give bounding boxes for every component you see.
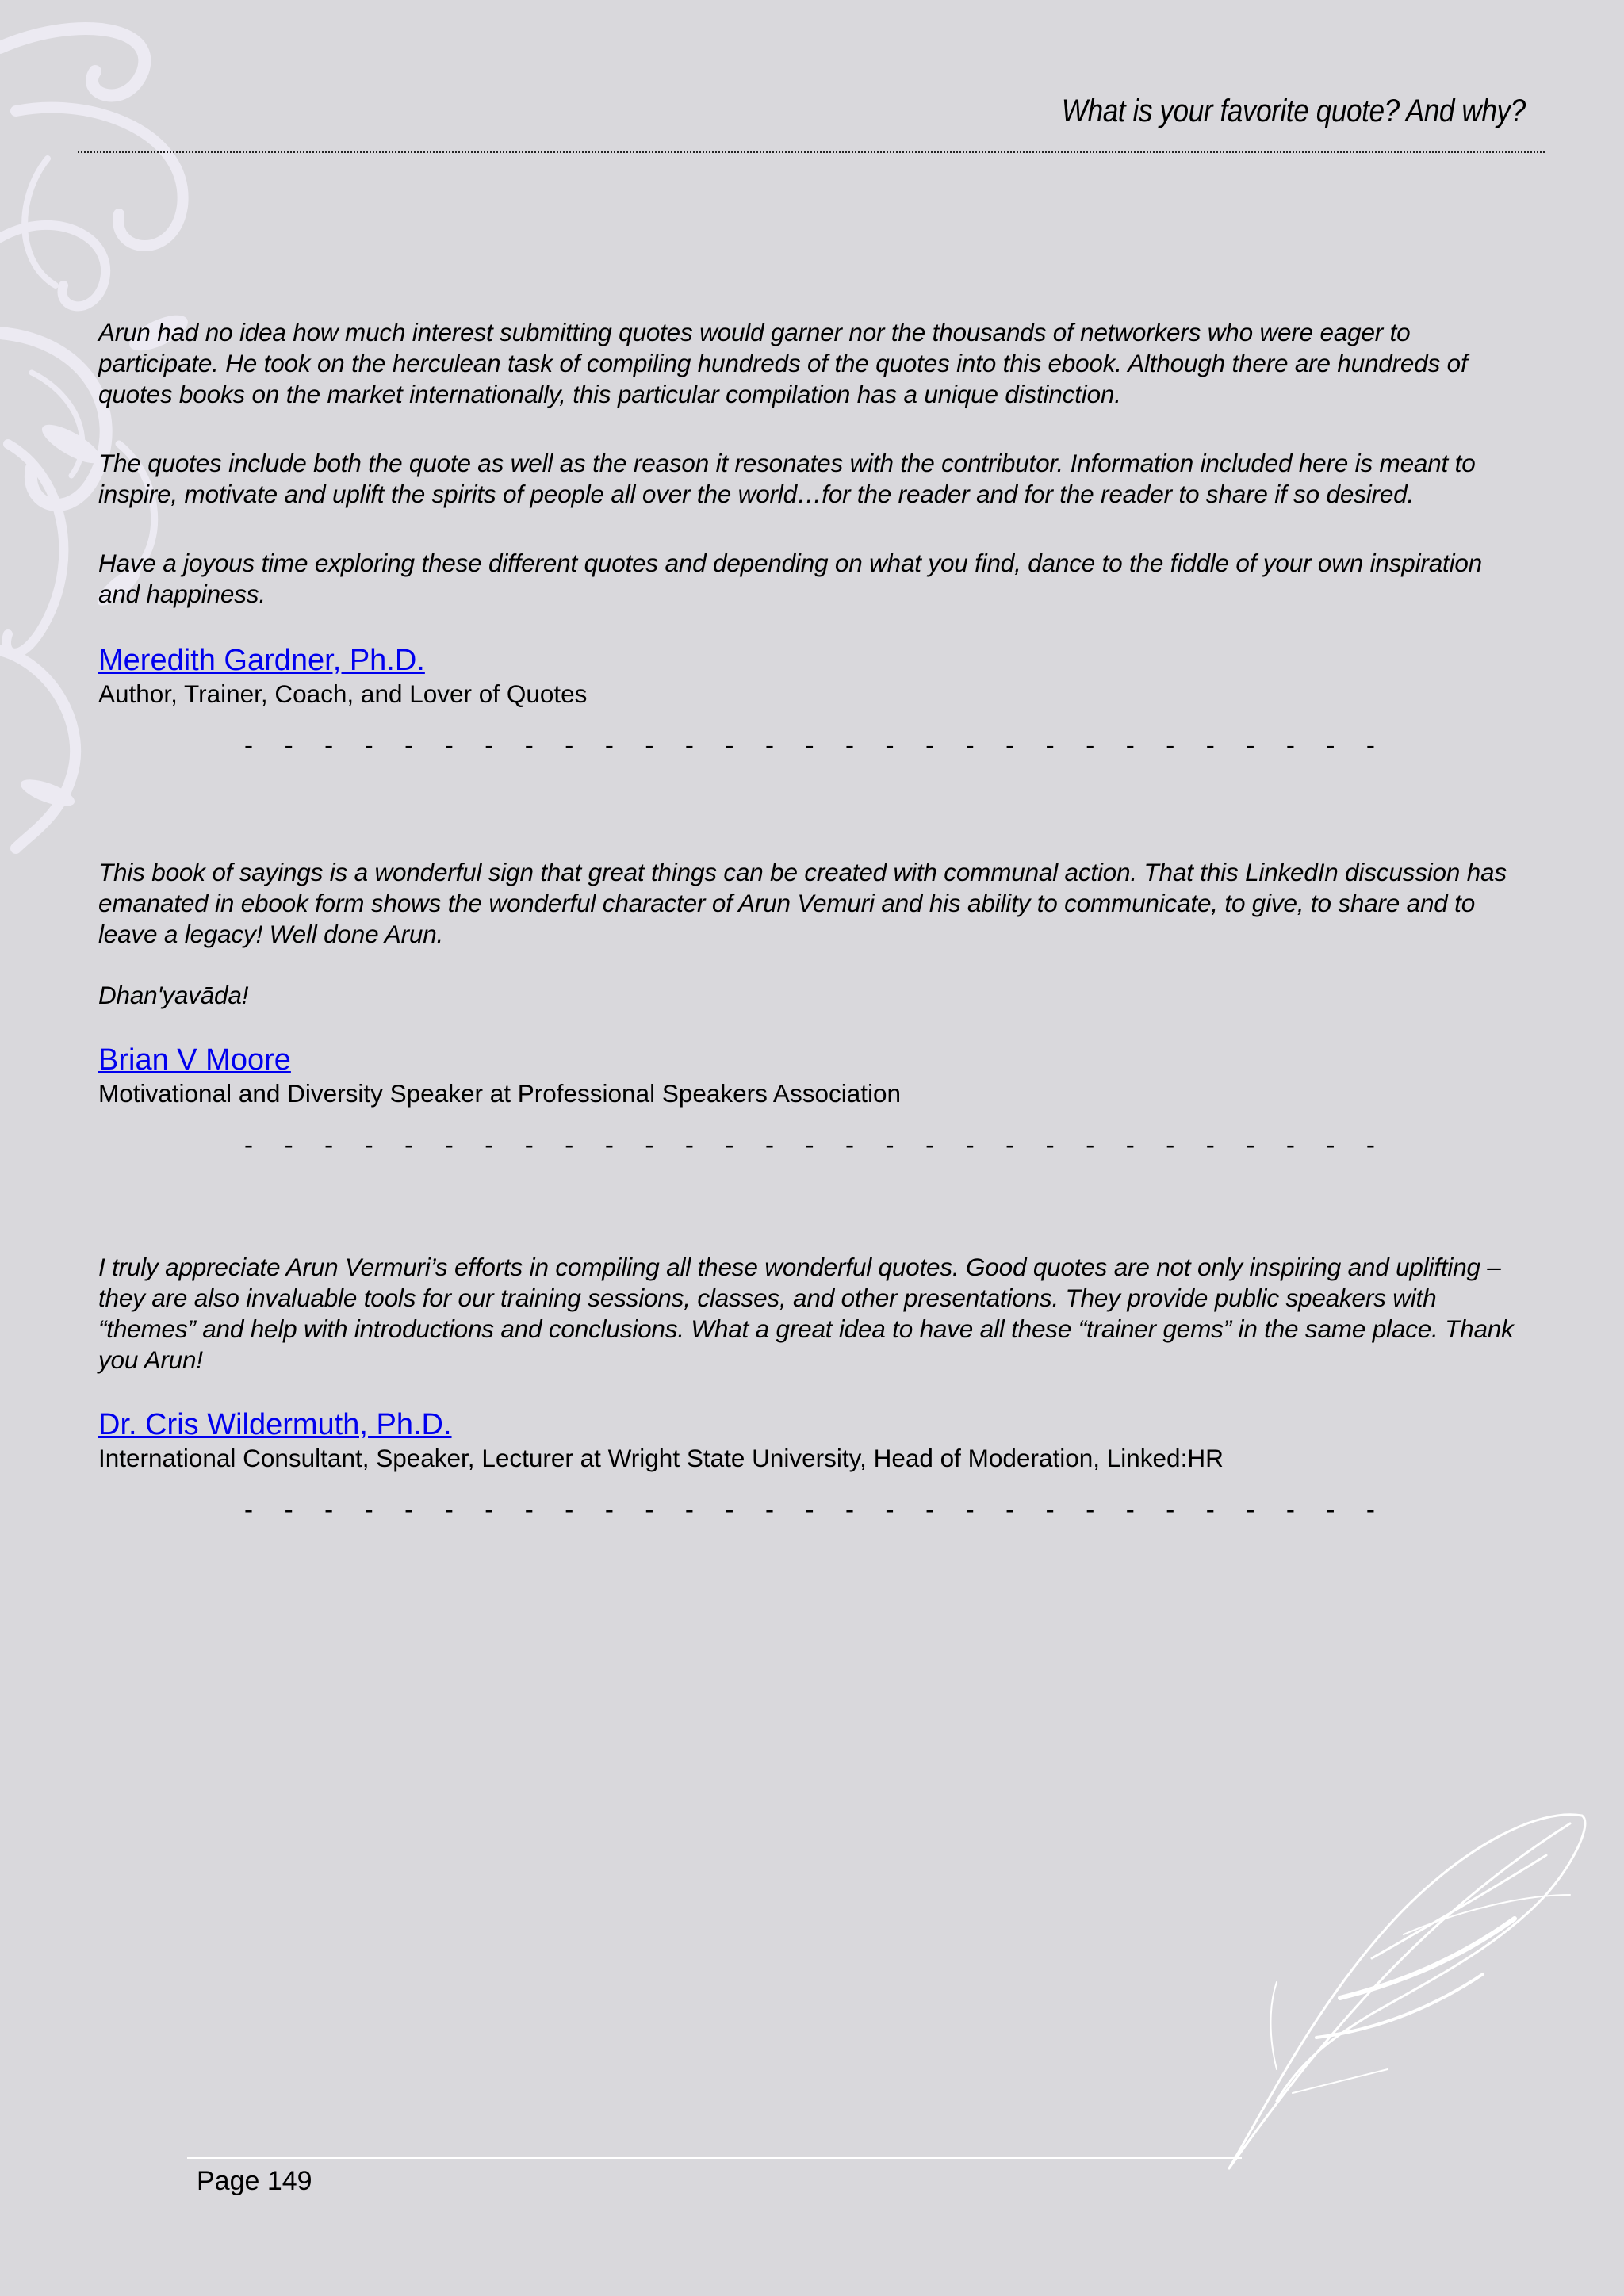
author-link[interactable]: Meredith Gardner, Ph.D.	[98, 644, 425, 677]
author-role: International Consultant, Speaker, Lecturer at Wright State University, Head of Moderation, Linked:HR	[98, 1444, 1224, 1472]
testimonial-paragraph: Dhan'yavāda!	[98, 981, 249, 1009]
author-role: Motivational and Diversity Speaker at Professional Speakers Association	[98, 1079, 902, 1108]
testimonial-entry	[98, 857, 1526, 1160]
header-divider	[78, 151, 1545, 153]
section-separator: - - - - - - - - - - - - - - - - - - - - - - - - - - - - -	[240, 1494, 1384, 1525]
author-link[interactable]: Brian V Moore	[98, 1043, 291, 1077]
testimonial-entry	[98, 317, 1526, 760]
testimonial-paragraph: This book of sayings is a wonderful sign that great things can be created with communal action. That this LinkedIn discussion has emanated in ebook form shows the wonderful character of Arun Vemuri and his ability to communicate, to give, to share and to leave a legacy! Well done Arun.	[98, 858, 1507, 948]
footer-divider	[187, 2157, 1242, 2159]
quill-feather-icon	[1221, 1800, 1602, 2172]
testimonial-paragraph: The quotes include both the quote as well as the reason it resonates with the contributor. Information included here is meant to inspire, motivate and uplift the spirits of people all over the world…for the reader and for the reader to share if so desired.	[98, 449, 1476, 508]
author-link[interactable]: Dr. Cris Wildermuth, Ph.D.	[98, 1408, 452, 1441]
section-separator: - - - - - - - - - - - - - - - - - - - - - - - - - - - - -	[240, 1130, 1384, 1160]
page-content	[98, 317, 1526, 1525]
author-role: Author, Trainer, Coach, and Lover of Quotes	[98, 679, 588, 708]
section-separator: - - - - - - - - - - - - - - - - - - - - - - - - - - - - -	[240, 730, 1384, 760]
page-number: Page 149	[197, 2166, 312, 2196]
testimonial-paragraph: I truly appreciate Arun Vermuri’s efforts in compiling all these wonderful quotes. Good quotes are not only inspiring and uplifting – they are also invaluable tools for our training sessions, classes, and other presentations. They provide public speakers with “themes” and help with introductions and conclusions. What a great idea to have all these “trainer gems” in the same place. Thank you Arun!	[98, 1253, 1514, 1374]
page-header-title: What is your favorite quote? And why?	[1061, 94, 1526, 128]
testimonial-paragraph: Have a joyous time exploring these different quotes and depending on what you find, dance to the fiddle of your own inspiration and happiness.	[98, 549, 1482, 608]
testimonial-paragraph: Arun had no idea how much interest submitting quotes would garner nor the thousands of networkers who were eager to participate. He took on the herculean task of compiling hundreds of the quotes into this ebook. Although there are hundreds of quotes books on the market internationally, this particular compilation has a unique distinction.	[98, 318, 1468, 408]
testimonial-entry	[98, 1252, 1526, 1525]
